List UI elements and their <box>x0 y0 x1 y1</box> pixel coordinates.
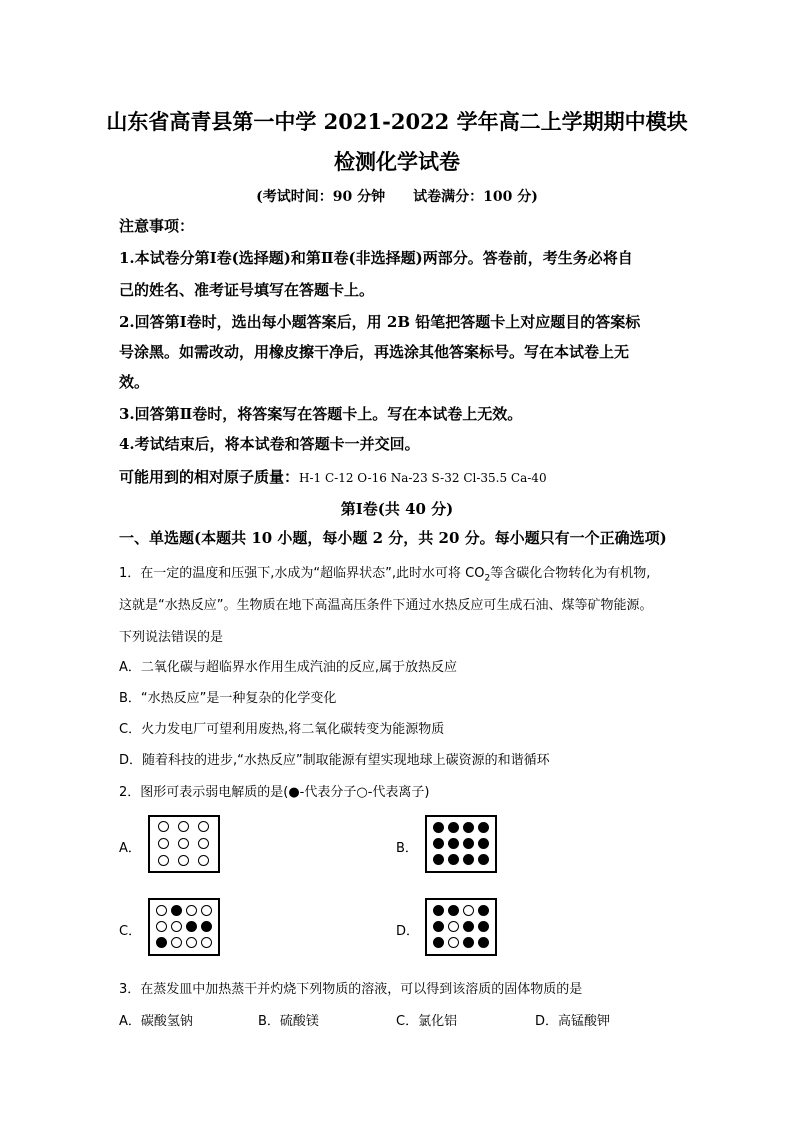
ion-dot <box>171 937 182 948</box>
note-line: 4.考试结束后，将本试卷和答题卡一并交回。 <box>119 435 420 453</box>
q1-stem-line-3: 下列说法错误的是 <box>119 630 224 645</box>
q2-label-d: D． <box>396 924 420 939</box>
q3-option-a: A．碳酸氢钠 <box>119 1014 193 1029</box>
molecule-dot <box>478 854 489 865</box>
exam-score: 试卷满分：100 分) <box>413 189 538 205</box>
molecule-dot <box>463 937 474 948</box>
molecule-dot <box>156 937 167 948</box>
molecule-dot <box>463 921 474 932</box>
molecule-dot <box>463 854 474 865</box>
q3-option-b: B．硫酸镁 <box>258 1014 319 1029</box>
molecule-dot <box>478 838 489 849</box>
note-line: 己的姓名、准考证号填写在答题卡上。 <box>119 281 375 299</box>
section-title: 第Ⅰ卷(共 40 分) <box>340 500 454 518</box>
molecule-dot <box>448 822 459 833</box>
molecule-dot <box>433 921 444 932</box>
q2-stem: 2．图形可表示弱电解质的是(●-代表分子○-代表离子) <box>119 785 430 800</box>
atomic-mass-values: H-1 C-12 O-16 Na-23 S-32 Cl-35.5 Ca-40 <box>299 471 547 485</box>
molecule-dot <box>201 921 212 932</box>
q2-label-c: C． <box>119 924 142 939</box>
ion-dot <box>178 838 189 849</box>
ion-dot <box>448 937 459 948</box>
ion-dot <box>198 821 209 832</box>
exam-title-line-1: 山东省高青县第一中学 2021-2022 学年高二上学期期中模块 <box>106 109 688 134</box>
molecule-dot <box>448 854 459 865</box>
exam-title-line-2: 检测化学试卷 <box>334 149 460 174</box>
ion-dot <box>171 921 182 932</box>
ion-dot <box>158 855 169 866</box>
molecule-dot <box>478 822 489 833</box>
ion-dot <box>156 921 167 932</box>
ion-dot <box>178 855 189 866</box>
molecule-dot <box>171 905 182 916</box>
molecule-dot <box>433 822 444 833</box>
q1-option-b: B．“水热反应”是一种复杂的化学变化 <box>119 691 337 706</box>
molecule-dot <box>478 905 489 916</box>
note-line: 号涂黑。如需改动，用橡皮擦干净后，再选涂其他答案标号。写在本试卷上无 <box>119 343 630 361</box>
molecule-dot <box>463 822 474 833</box>
q2-figure-c <box>148 898 220 956</box>
molecule-dot <box>186 921 197 932</box>
ion-dot <box>201 905 212 916</box>
ion-dot <box>178 821 189 832</box>
q2-figure-b <box>425 815 497 873</box>
part-title: 一、单选题(本题共 10 小题，每小题 2 分，共 20 分。每小题只有一个正确选项) <box>119 529 667 547</box>
molecule-dot <box>478 921 489 932</box>
q3-option-d: D．高锰酸钾 <box>535 1014 611 1029</box>
q1-option-d: D．随着科技的进步,“水热反应”制取能源有望实现地球上碳资源的和谐循环 <box>119 753 550 768</box>
molecule-dot <box>448 838 459 849</box>
molecule-dot <box>463 838 474 849</box>
note-line: 效。 <box>119 373 150 391</box>
atomic-mass-line <box>119 466 547 487</box>
exam-time: (考试时间：90 分钟 <box>256 189 386 205</box>
q3-option-c: C．氯化铝 <box>396 1014 458 1029</box>
q1-option-c: C．火力发电厂可望利用废热,将二氧化碳转变为能源物质 <box>119 722 445 737</box>
molecule-dot <box>433 854 444 865</box>
q2-label-b: B． <box>396 841 418 856</box>
molecule-dot <box>448 905 459 916</box>
q1-option-a: A．二氧化碳与超临界水作用生成汽油的反应,属于放热反应 <box>119 660 458 675</box>
note-line: 1.本试卷分第Ⅰ卷(选择题)和第Ⅱ卷(非选择题)两部分。答卷前，考生务必将自 <box>119 249 633 267</box>
ion-dot <box>198 855 209 866</box>
ion-dot <box>186 937 197 948</box>
ion-dot <box>463 905 474 916</box>
q1-stem-line-1 <box>119 562 650 584</box>
ion-dot <box>186 905 197 916</box>
note-line: 2.回答第Ⅰ卷时，选出每小题答案后，用 2B 铅笔把答题卡上对应题目的答案标 <box>119 313 641 331</box>
ion-dot <box>448 921 459 932</box>
molecule-dot <box>433 937 444 948</box>
q1-stem-sub: 2 <box>484 573 491 584</box>
ion-dot <box>198 838 209 849</box>
q2-figure-d <box>425 898 497 956</box>
ion-dot <box>158 838 169 849</box>
note-line: 3.回答第Ⅱ卷时，将答案写在答题卡上。写在本试卷上无效。 <box>119 405 523 423</box>
q1-stem-line-2: 这就是“水热反应”。生物质在地下高温高压条件下通过水热反应可生成石油、煤等矿物能源。 <box>119 598 653 613</box>
exam-time-and-score <box>0 186 794 206</box>
q2-figure-a <box>148 815 220 873</box>
q2-label-a: A． <box>119 841 141 856</box>
molecule-dot <box>433 838 444 849</box>
notes-heading: 注意事项： <box>119 217 195 235</box>
ion-dot <box>156 905 167 916</box>
q1-stem-pre: 1．在一定的温度和压强下,水成为“超临界状态”,此时水可将 CO <box>119 566 485 581</box>
molecule-dot <box>478 937 489 948</box>
ion-dot <box>201 937 212 948</box>
ion-dot <box>158 821 169 832</box>
q3-stem: 3．在蒸发皿中加热蒸干并灼烧下列物质的溶液，可以得到该溶质的固体物质的是 <box>119 982 583 997</box>
molecule-dot <box>433 905 444 916</box>
atomic-mass-label: 可能用到的相对原子质量： <box>119 468 300 486</box>
q1-stem-post: 等含碳化合物转化为有机物, <box>490 566 651 581</box>
